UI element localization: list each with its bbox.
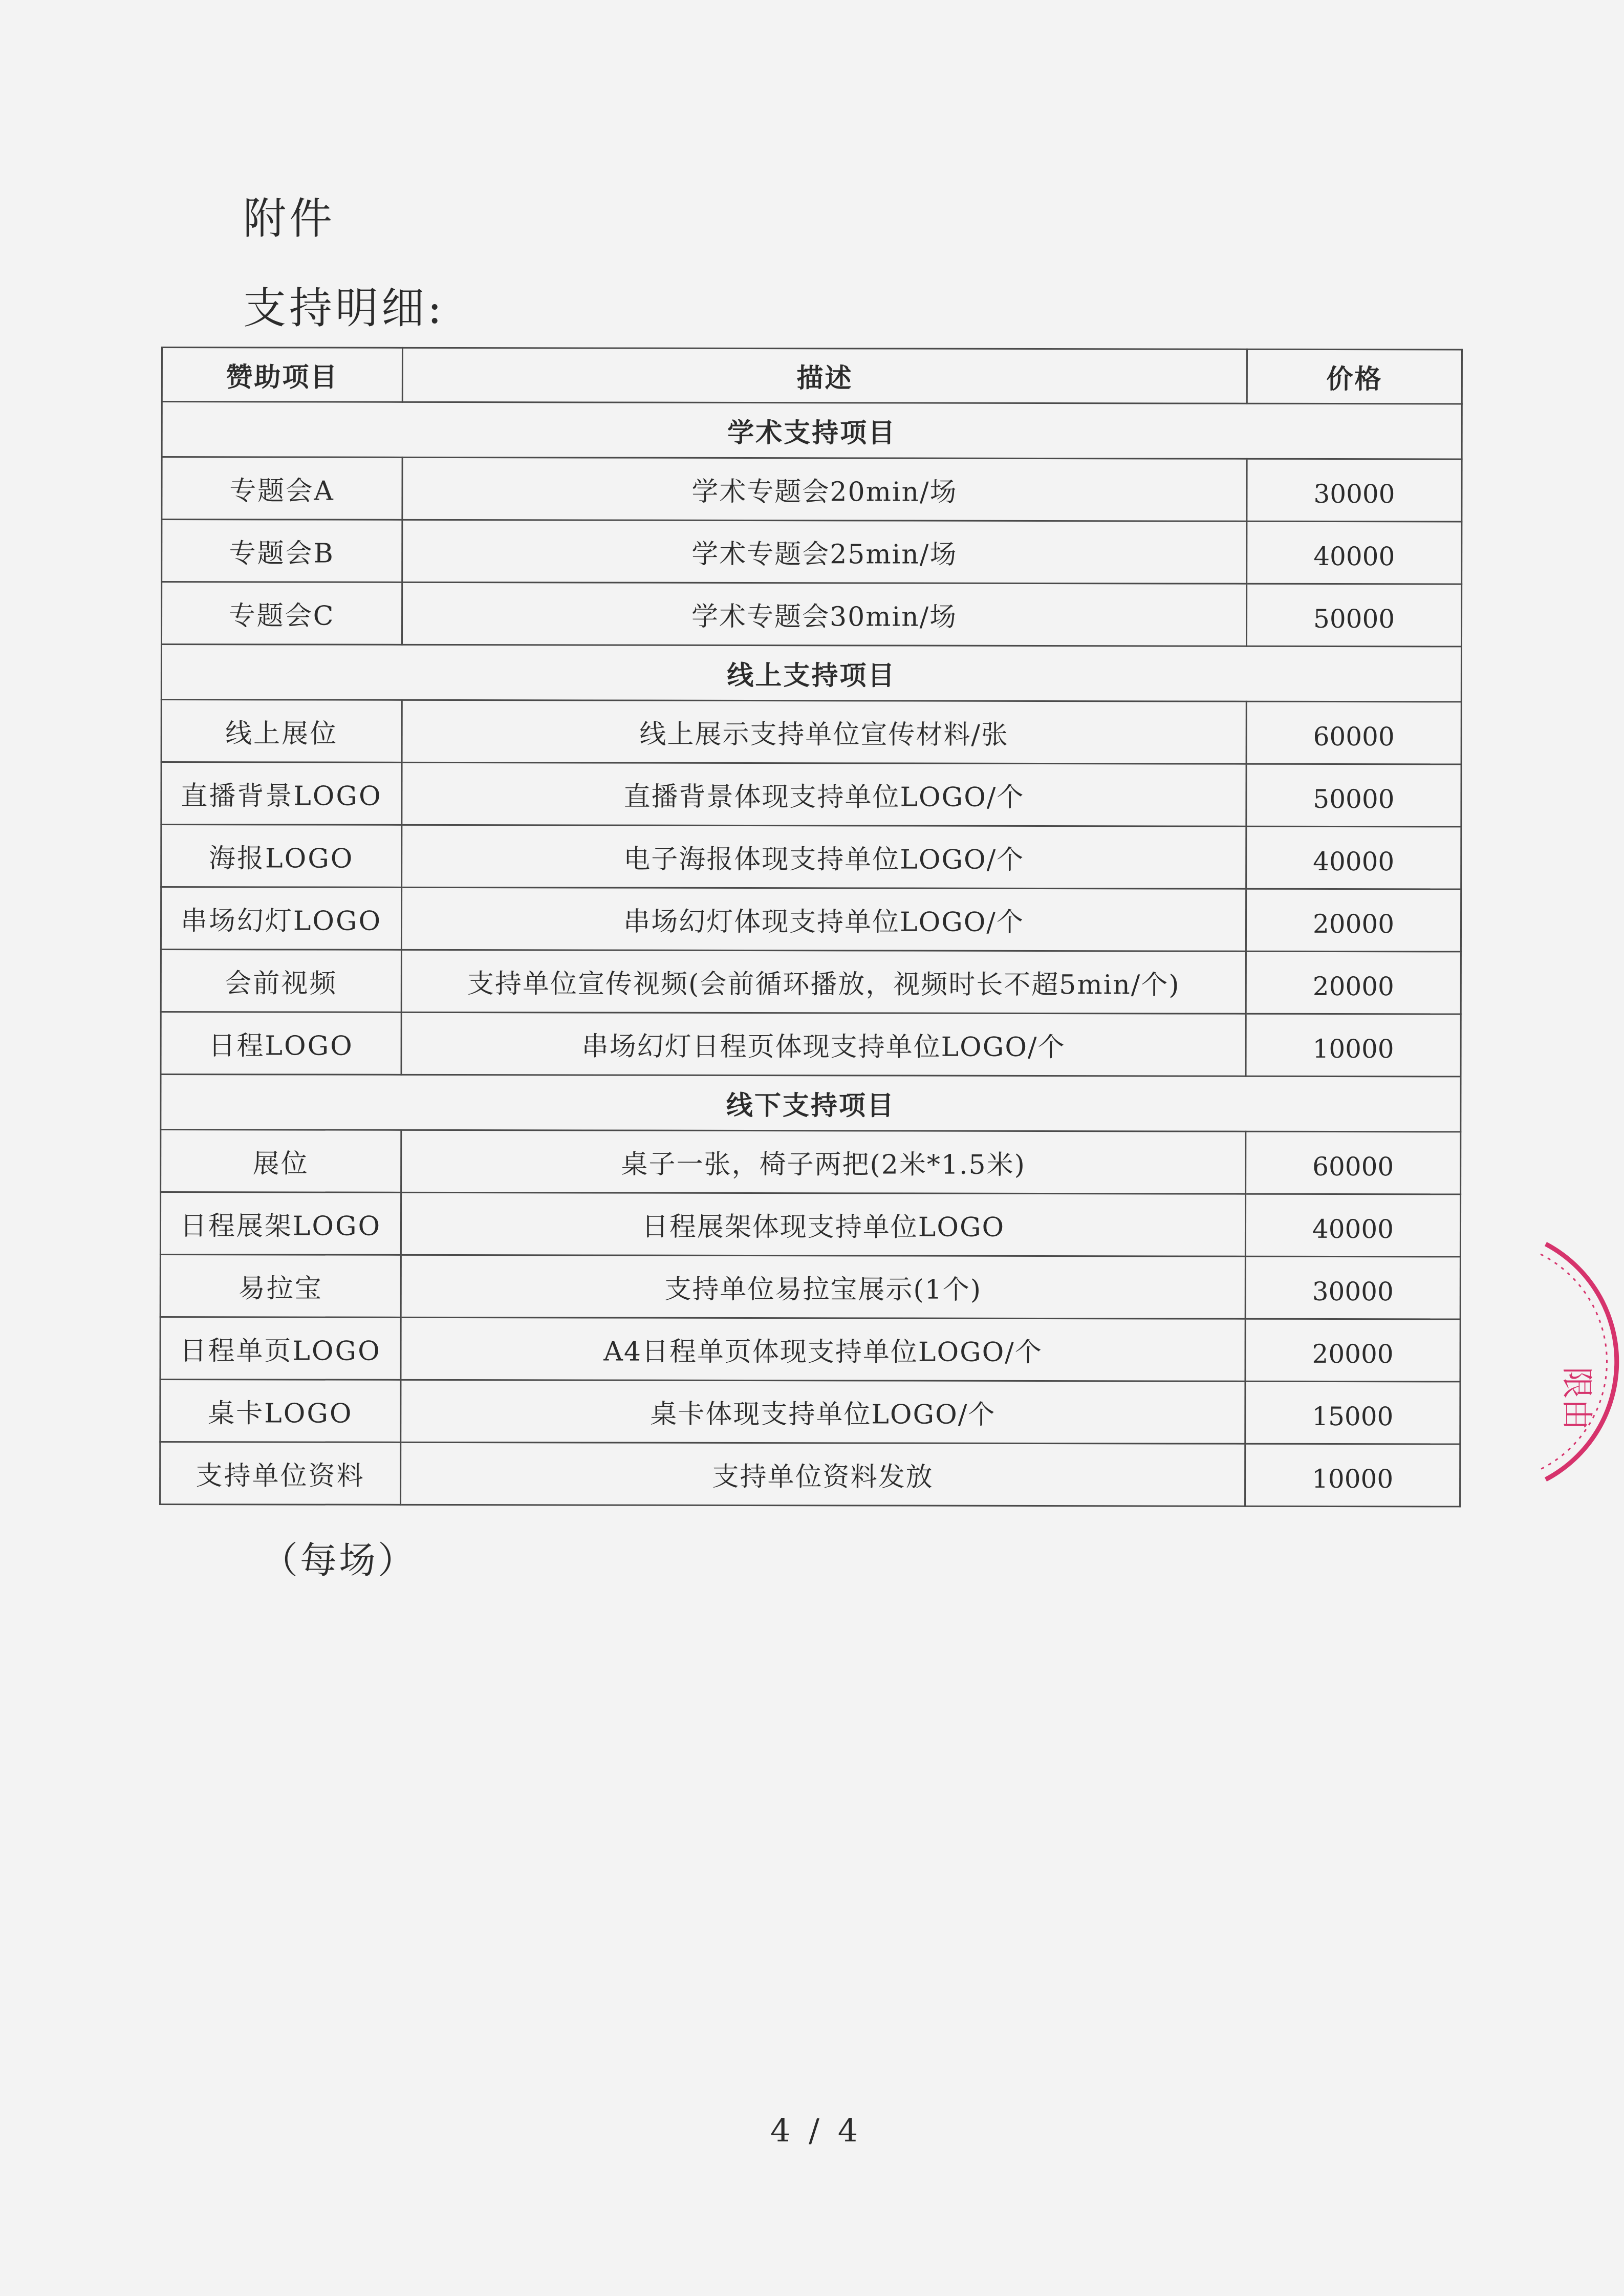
seal-ring-outer xyxy=(1546,1244,1617,1479)
price-cell: 50000 xyxy=(1246,764,1461,827)
table-row xyxy=(161,1012,1461,1077)
description-cell: 线上展示支持单位宣传材料/张 xyxy=(402,700,1246,764)
description-cell: 直播背景体现支持单位LOGO/个 xyxy=(402,762,1246,826)
table-row xyxy=(161,887,1461,952)
price-cell: 20000 xyxy=(1246,889,1461,952)
price-cell: 10000 xyxy=(1245,1444,1460,1507)
page-number: 4 / 4 xyxy=(770,2112,862,2149)
price-cell: 30000 xyxy=(1247,459,1462,522)
description-cell: 电子海报体现支持单位LOGO/个 xyxy=(402,825,1246,889)
section-title: 线上支持项目 xyxy=(161,645,1461,702)
description-cell: 串场幻灯日程页体现支持单位LOGO/个 xyxy=(401,1012,1246,1076)
section-row-offline xyxy=(161,1075,1461,1132)
description-cell: 学术专题会30min/场 xyxy=(402,582,1246,646)
description-cell: 学术专题会25min/场 xyxy=(402,520,1247,584)
table-row xyxy=(161,950,1461,1014)
price-cell: 50000 xyxy=(1246,584,1461,647)
table-row xyxy=(161,700,1461,764)
description-cell: 串场幻灯体现支持单位LOGO/个 xyxy=(401,887,1246,951)
header-sponsor-item: 赞助项目 xyxy=(162,348,402,402)
item-cell: 展位 xyxy=(161,1130,401,1193)
section-title: 学术支持项目 xyxy=(162,402,1462,459)
sponsorship-table xyxy=(159,347,1463,1507)
description-cell: 支持单位易拉宝展示(1个) xyxy=(401,1255,1245,1319)
item-cell: 日程单页LOGO xyxy=(160,1317,401,1380)
item-cell: 易拉宝 xyxy=(160,1255,401,1318)
price-cell: 40000 xyxy=(1246,826,1461,889)
table-header-row xyxy=(162,348,1462,404)
item-cell: 海报LOGO xyxy=(161,825,402,888)
table-row xyxy=(160,1317,1460,1381)
table-row xyxy=(162,457,1462,522)
red-seal-stamp xyxy=(1535,1234,1624,1490)
description-cell: 支持单位宣传视频(会前循环播放，视频时长不超5min/个) xyxy=(401,950,1246,1014)
table-row xyxy=(160,1379,1460,1444)
price-cell: 60000 xyxy=(1246,701,1461,764)
table-row xyxy=(161,582,1461,647)
price-cell: 20000 xyxy=(1245,1319,1460,1382)
header-price: 价格 xyxy=(1247,349,1462,404)
price-cell: 40000 xyxy=(1245,1194,1460,1257)
table-row xyxy=(160,1192,1460,1257)
price-cell: 20000 xyxy=(1246,951,1461,1014)
section-title: 线下支持项目 xyxy=(161,1075,1461,1132)
item-cell: 专题会C xyxy=(161,582,402,645)
price-cell: 15000 xyxy=(1245,1381,1460,1444)
table-row xyxy=(160,1255,1460,1319)
description-cell: A4日程单页体现支持单位LOGO/个 xyxy=(401,1317,1245,1381)
table-row xyxy=(161,825,1461,889)
description-cell: 桌卡体现支持单位LOGO/个 xyxy=(401,1380,1245,1444)
item-cell: 专题会A xyxy=(162,457,402,520)
detail-title: 支持明细: xyxy=(243,283,445,333)
description-cell: 桌子一张，椅子两把(2米*1.5米) xyxy=(401,1130,1246,1194)
item-cell: 会前视频 xyxy=(161,950,401,1013)
price-cell: 60000 xyxy=(1246,1131,1461,1194)
table-row xyxy=(161,1130,1461,1194)
header-description: 描述 xyxy=(402,348,1247,403)
seal-text: 限由 xyxy=(1558,1367,1596,1431)
table-row xyxy=(161,762,1461,827)
item-cell: 日程展架LOGO xyxy=(160,1192,401,1255)
price-cell: 30000 xyxy=(1245,1256,1460,1319)
description-cell: 学术专题会20min/场 xyxy=(402,457,1247,521)
item-cell: 桌卡LOGO xyxy=(160,1379,401,1442)
item-cell: 支持单位资料 xyxy=(160,1442,401,1505)
section-row-online xyxy=(161,645,1461,702)
per-session-note: （每场） xyxy=(261,1539,417,1582)
description-cell: 日程展架体现支持单位LOGO xyxy=(401,1192,1245,1256)
item-cell: 专题会B xyxy=(162,520,402,583)
item-cell: 直播背景LOGO xyxy=(161,762,402,825)
price-cell: 40000 xyxy=(1247,521,1462,584)
table-row xyxy=(162,520,1462,584)
description-cell: 支持单位资料发放 xyxy=(401,1442,1245,1506)
table-row xyxy=(160,1442,1460,1506)
item-cell: 线上展位 xyxy=(161,700,402,763)
seal-ring-inner xyxy=(1541,1254,1607,1469)
section-row-academic xyxy=(162,402,1462,459)
attachment-label: 附件 xyxy=(243,194,336,244)
item-cell: 串场幻灯LOGO xyxy=(161,887,401,950)
item-cell: 日程LOGO xyxy=(161,1012,401,1075)
price-cell: 10000 xyxy=(1246,1014,1461,1077)
